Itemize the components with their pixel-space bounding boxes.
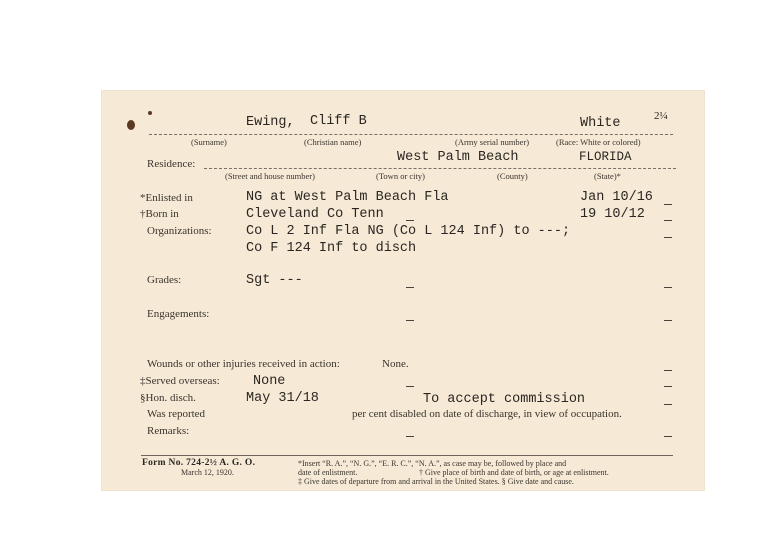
tick bbox=[406, 386, 414, 387]
caption-street: (Street and house number) bbox=[225, 171, 315, 181]
enlisted-value: NG at West Palm Beach Fla bbox=[246, 190, 449, 205]
caption-state: (State)* bbox=[594, 171, 621, 181]
enlisted-date: Jan 10/16 bbox=[580, 190, 653, 205]
organizations-line-1: Co L 2 Inf Fla NG (Co L 124 Inf) to ---; bbox=[246, 224, 571, 239]
residence-town: West Palm Beach bbox=[397, 150, 519, 165]
ink-speck bbox=[148, 111, 152, 115]
born-value: Cleveland Co Tenn bbox=[246, 207, 384, 222]
race: White bbox=[580, 116, 621, 131]
organizations-label: Organizations: bbox=[147, 225, 212, 237]
footnote-3: ‡ Give dates of departure from and arrival in the United States. § Give date and cause. bbox=[298, 477, 574, 486]
tick bbox=[664, 237, 672, 238]
footnote-2b: † Give place of birth and date of birth, or age at enlistment. bbox=[419, 468, 609, 477]
organizations-line-2: Co F 124 Inf to disch bbox=[246, 241, 417, 256]
surname: Ewing, bbox=[246, 115, 295, 130]
tick bbox=[406, 220, 414, 221]
footnote-2a: date of enlistment. bbox=[298, 468, 358, 477]
tick bbox=[664, 386, 672, 387]
caption-serial: (Army serial number) bbox=[455, 137, 530, 147]
form-date: March 12, 1920. bbox=[181, 468, 234, 477]
caption-christian-name: (Christian name) bbox=[304, 137, 362, 147]
tick bbox=[664, 404, 672, 405]
hon-disch-label: §Hon. disch. bbox=[140, 392, 196, 404]
caption-county: (County) bbox=[497, 171, 528, 181]
wounds-value: None. bbox=[382, 358, 409, 370]
tick bbox=[664, 220, 672, 221]
residence-rule bbox=[204, 168, 676, 169]
ink-blot bbox=[127, 120, 135, 130]
caption-town: (Town or city) bbox=[376, 171, 425, 181]
form-number: Form No. 724-2½ A. G. O. bbox=[142, 458, 256, 468]
tick bbox=[664, 370, 672, 371]
hon-disch-note: To accept commission bbox=[423, 392, 586, 407]
christian-name: Cliff B bbox=[310, 114, 367, 129]
wounds-label: Wounds or other injuries received in action: bbox=[147, 358, 340, 370]
born-label: †Born in bbox=[140, 208, 179, 220]
grades-value: Sgt --- bbox=[246, 273, 303, 288]
remarks-label: Remarks: bbox=[147, 425, 190, 437]
tick bbox=[406, 436, 414, 437]
tick bbox=[664, 436, 672, 437]
caption-surname: (Surname) bbox=[191, 137, 227, 147]
tick bbox=[406, 320, 414, 321]
born-date: 19 10/12 bbox=[580, 207, 645, 222]
tick bbox=[664, 320, 672, 321]
residence-label: Residence: bbox=[147, 158, 196, 170]
caption-race: (Race: White or colored) bbox=[556, 137, 641, 147]
card-number: 2¼ bbox=[654, 110, 668, 122]
footnote-1: *Insert “R. A.”, “N. G.”, “E. R. C.”, “N. A.”, as case may be, followed by place and bbox=[298, 459, 567, 468]
header-rule bbox=[149, 134, 673, 135]
tick bbox=[406, 287, 414, 288]
was-reported-text: per cent disabled on date of discharge, in view of occupation. bbox=[352, 408, 622, 420]
tick bbox=[664, 287, 672, 288]
engagements-label: Engagements: bbox=[147, 308, 210, 320]
hon-disch-value: May 31/18 bbox=[246, 391, 319, 406]
served-overseas-label: ‡Served overseas: bbox=[140, 375, 220, 387]
tick bbox=[664, 204, 672, 205]
residence-state: FLORIDA bbox=[579, 150, 632, 164]
was-reported-label: Was reported bbox=[147, 408, 206, 420]
footer-rule bbox=[141, 455, 673, 456]
service-record-card bbox=[101, 90, 705, 491]
served-overseas-value: None bbox=[253, 374, 286, 389]
enlisted-label: *Enlisted in bbox=[140, 192, 193, 204]
grades-label: Grades: bbox=[147, 274, 182, 286]
